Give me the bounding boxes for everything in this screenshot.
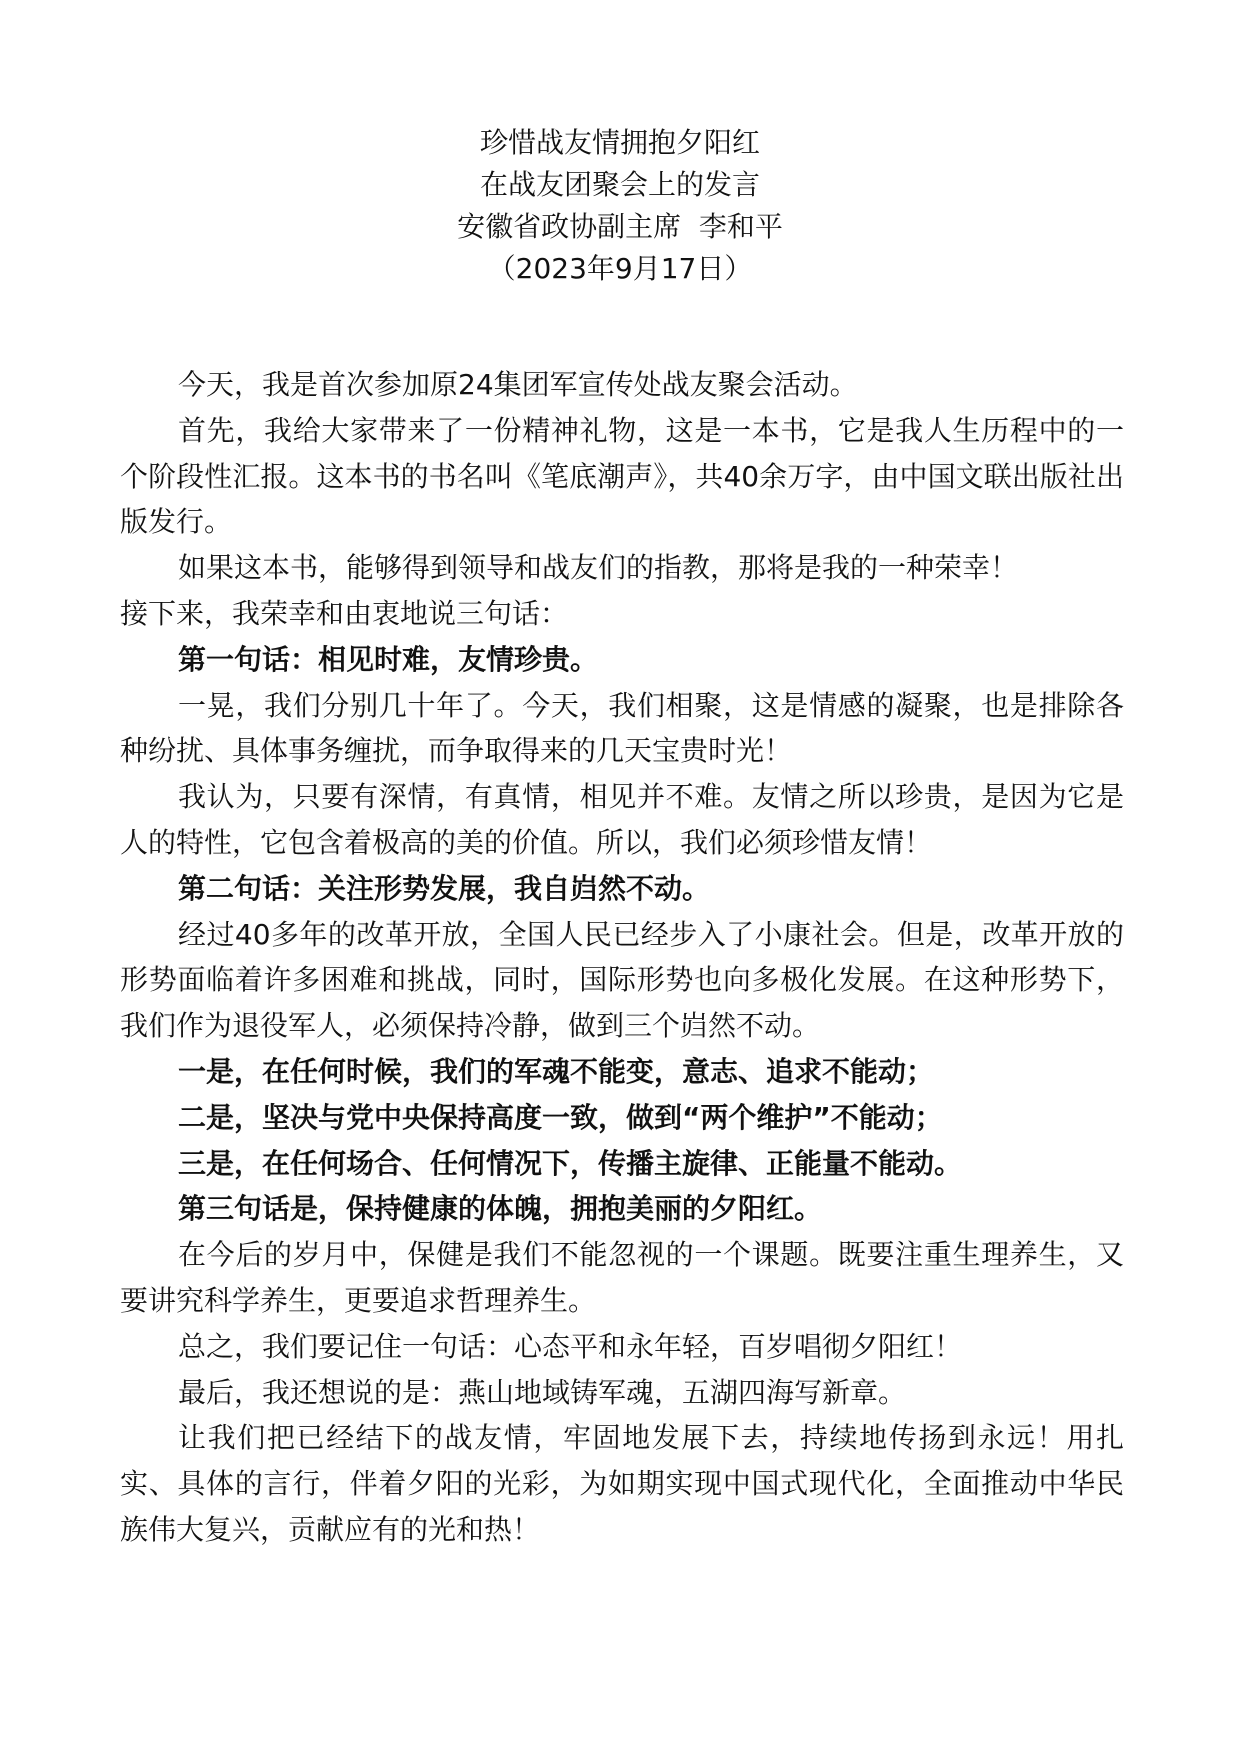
document-author: 安徽省政协副主席 李和平 xyxy=(457,210,783,243)
paragraph-opening: 今天，我是首次参加原24集团军宣传处战友聚会活动。 xyxy=(178,368,858,401)
paragraph-book-gift: 首先，我给大家带来了一份精神礼物，这是一本书，它是我人生历程中的一个阶段性汇报。这本书的书名叫《笔底潮声》，共40余万字，由中国文联出版社出版发行。 xyxy=(120,413,1124,539)
section-heading-first: 第一句话：相见时难，友情珍贵。 xyxy=(178,642,599,676)
paragraph-book-guidance: 如果这本书，能够得到领导和战友们的指教，那将是我的一种荣幸！ xyxy=(178,551,1019,585)
paragraph-friendship-value: 我认为，只要有深情，有真情，相见并不难。友情之所以珍贵，是因为它是人的特性，它包含着极高的美的价值。所以，我们必须珍惜友情！ xyxy=(120,780,1124,859)
document-title: 珍惜战友情拥抱夕阳红 xyxy=(479,126,760,159)
section-heading-third: 第三句话是，保持健康的体魄，拥抱美丽的夕阳红。 xyxy=(178,1192,823,1226)
paragraph-final-words: 最后，我还想说的是：燕山地域铸军魂，五湖四海写新章。 xyxy=(178,1375,907,1409)
section-heading-second: 第二句话：关注形势发展，我自岿然不动。 xyxy=(178,871,711,905)
document-subtitle: 在战友团聚会上的发言 xyxy=(479,168,760,201)
paragraph-reunion: 一晃，我们分别几十年了。今天，我们相聚，这是情感的凝聚，也是排除各种纷扰、具体事务缠扰，而争取得来的几天宝贵时光！ xyxy=(120,688,1124,768)
paragraph-summary: 总之，我们要记住一句话：心态平和永年轻，百岁唱彻夕阳红！ xyxy=(178,1329,963,1363)
point-one: 一是，在任何时候，我们的军魂不能变，意志、追求不能动； xyxy=(178,1054,935,1088)
document-body xyxy=(120,362,1124,1553)
paragraph-situation: 经过40多年的改革开放，全国人民已经步入了小康社会。但是，改革开放的形势面临着许多困难和挑战，同时，国际形势也向多极化发展。在这种形势下，我们作为退役军人，必须保持冷静，做到三个岿然不动。 xyxy=(120,917,1124,1043)
paragraph-health: 在今后的岁月中，保健是我们不能忽视的一个课题。既要注重生理养生，又要讲究科学养生，更要追求哲理养生。 xyxy=(120,1238,1124,1317)
document-header xyxy=(0,122,1240,290)
document-date: （2023年9月17日） xyxy=(487,252,753,285)
paragraph-three-sentences-intro: 接下来，我荣幸和由衷地说三句话： xyxy=(120,596,569,630)
point-two: 二是，坚决与党中央保持高度一致，做到“两个维护”不能动； xyxy=(178,1100,943,1134)
point-three: 三是，在任何场合、任何情况下，传播主旋律、正能量不能动。 xyxy=(178,1146,963,1180)
paragraph-closing: 让我们把已经结下的战友情，牢固地发展下去，持续地传扬到永远！用扎实、具体的言行，伴着夕阳的光彩，为如期实现中国式现代化，全面推动中华民族伟大复兴，贡献应有的光和热！ xyxy=(120,1421,1124,1546)
